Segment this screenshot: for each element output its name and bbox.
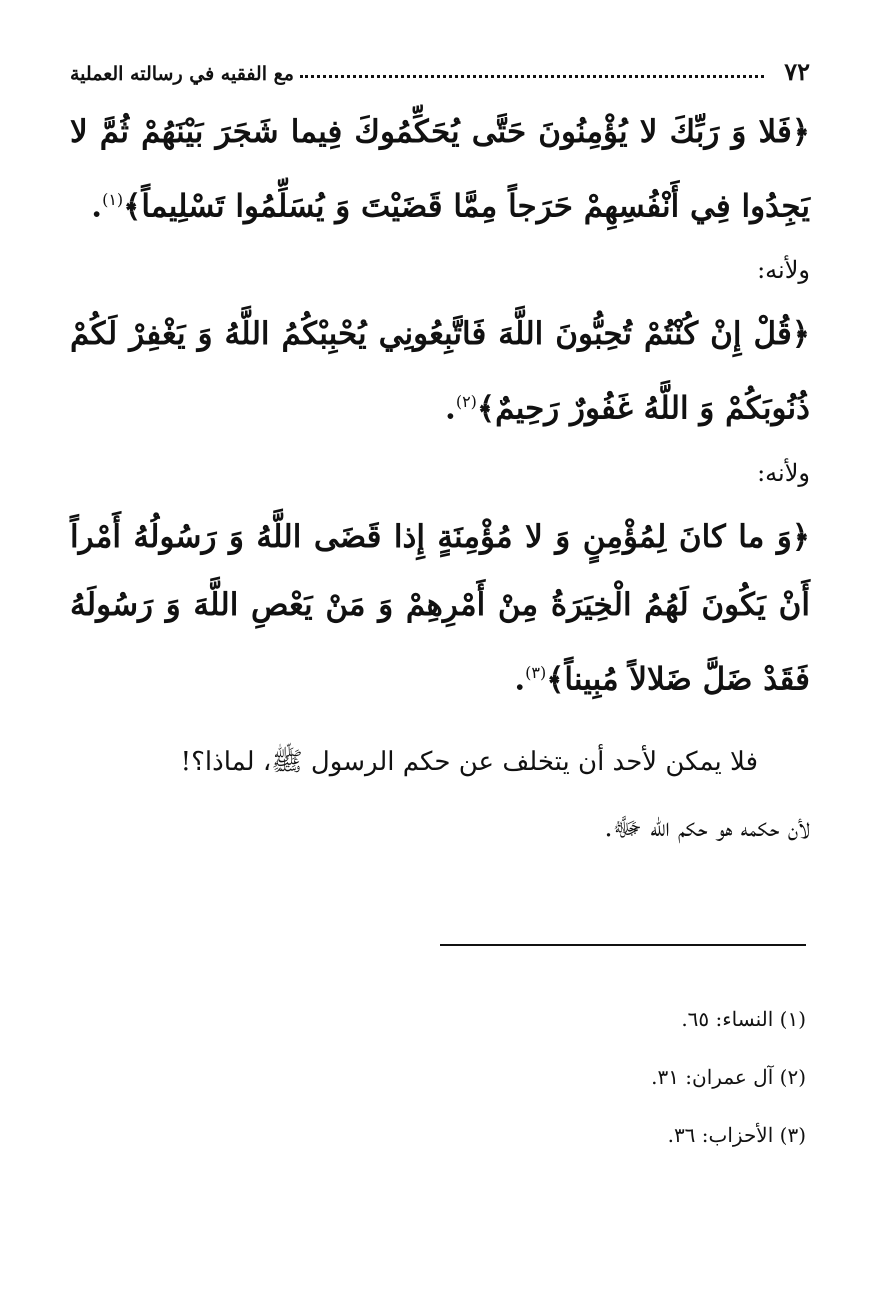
footnote-2: (٢) آل عمران: ٣١. bbox=[651, 1065, 806, 1089]
footnote-1: (١) النساء: ٦٥. bbox=[681, 1007, 806, 1031]
header-dot-leader bbox=[300, 75, 764, 78]
page-header bbox=[70, 40, 810, 84]
prose-paragraph-1: فلا يمكن لأحد أن يتخلف عن حكم الرسول ﷺ، لماذا؟! bbox=[180, 746, 758, 777]
footnotes bbox=[440, 990, 806, 1164]
connector-1: ولأنه: bbox=[757, 256, 810, 285]
verse-2-text: ﴿قُلْ إِنْ كُنْتُمْ تُحِبُّونَ اللَّهَ فَاتَّبِعُونِي يُحْبِبْكُمُ اللَّهُ وَ يَغْفِرْ لَكُمْ ذُنُوبَكُمْ وَ اللَّهُ غَفُورٌ رَحِيمٌ﴾ bbox=[70, 316, 810, 427]
footnote-ref-1[interactable]: (١) bbox=[102, 190, 124, 209]
footnote-3: (٣) الأحزاب: ٣٦. bbox=[667, 1123, 806, 1147]
running-title: مع الفقيه في رسالته العملية bbox=[70, 63, 294, 85]
main-text bbox=[70, 98, 810, 861]
footnote-separator bbox=[440, 944, 806, 946]
page-number: ٧٢ bbox=[784, 57, 810, 86]
connector-2: ولأنه: bbox=[757, 458, 810, 487]
quran-verse-3: ﴿وَ ما كانَ لِمُؤْمِنٍ وَ لا مُؤْمِنَةٍ إِذا قَضَى اللَّهُ وَ رَسُولُهُ أَمْراً أَنْ يَكُونَ لَهُمُ الْخِيَرَةُ مِنْ أَمْرِهِمْ وَ مَنْ يَعْصِ اللَّهَ وَ رَسُولَهُ فَقَدْ ضَلَّ ضَلالاً مُبِيناً﴾$^{(٣)}$. bbox=[70, 518, 810, 697]
prose-paragraph-2: لأن حكمه هو حكم الله ﷻ. bbox=[604, 812, 810, 843]
footnote-ref-3[interactable]: (٣) bbox=[525, 662, 547, 682]
footnote-ref-2[interactable]: (٢) bbox=[455, 392, 477, 412]
verse-1-text: ﴿فَلا وَ رَبِّكَ لا يُؤْمِنُونَ حَتَّى يُحَكِّمُوكَ فِيما شَجَرَ بَيْنَهُمْ ثُمَّ لا يَجِدُوا فِي أَنْفُسِهِمْ حَرَجاً مِمَّا قَضَيْتَ وَ يُسَلِّمُوا تَسْلِيماً﴾ bbox=[70, 114, 810, 225]
verse-3-text: ﴿وَ ما كانَ لِمُؤْمِنٍ وَ لا مُؤْمِنَةٍ إِذا قَضَى اللَّهُ وَ رَسُولُهُ أَمْراً أَنْ يَكُونَ لَهُمُ الْخِيَرَةُ مِنْ أَمْرِهِمْ وَ مَنْ يَعْصِ اللَّهَ وَ رَسُولَهُ فَقَدْ ضَلَّ ضَلالاً مُبِيناً﴾ bbox=[70, 518, 810, 697]
quran-verse-2: ﴿قُلْ إِنْ كُنْتُمْ تُحِبُّونَ اللَّهَ فَاتَّبِعُونِي يُحْبِبْكُمُ اللَّهُ وَ يَغْفِرْ لَكُمْ ذُنُوبَكُمْ وَ اللَّهُ غَفُورٌ رَحِيمٌ﴾$^{(٢)}$. bbox=[70, 316, 810, 427]
quran-verse-1: ﴿فَلا وَ رَبِّكَ لا يُؤْمِنُونَ حَتَّى يُحَكِّمُوكَ فِيما شَجَرَ بَيْنَهُمْ ثُمَّ لا يَجِدُوا فِي أَنْفُسِهِمْ حَرَجاً مِمَّا قَضَيْتَ وَ يُسَلِّمُوا تَسْلِيماً﴾$^{(١)}$. bbox=[70, 114, 810, 225]
